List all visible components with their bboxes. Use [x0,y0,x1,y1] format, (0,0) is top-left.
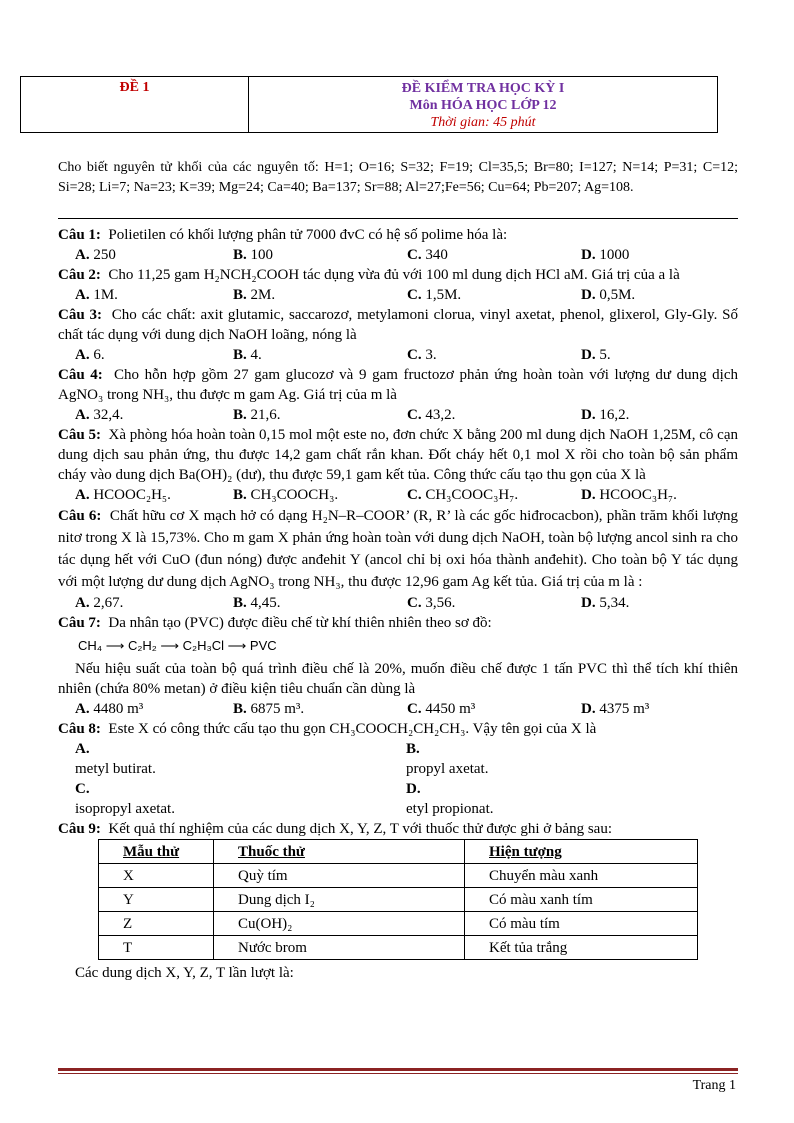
question-4-options: A. 32,4. B. 21,6. C. 43,2. D. 16,2. [75,407,630,423]
option-d: 5,34. [599,595,630,611]
option-b: 2M. [250,287,276,303]
option-a: 32,4. [93,407,124,423]
question-text: Este X có công thức cấu tạo thu gọn CH₃COOCH₂CH₂CH₃. Vậy tên gọi của X là [108,721,597,737]
question-4 [58,365,738,405]
question-3-options: A. 6. B. 4. C. 3. D. 5. [75,347,611,363]
option-c: 3. [425,347,437,363]
exam-subject: Môn HÓA HỌC LỚP 12 [409,98,557,113]
option-c: 3,56. [425,595,456,611]
option-d: 0,5M. [599,287,636,303]
option-d: 4375 m³ [599,701,650,717]
table-row: T Nước brom Kết tủa trắng [99,936,698,960]
option-b: 4,45. [250,595,281,611]
option-d: 1000 [599,247,630,263]
question-label: Câu 8: [58,721,101,737]
results-table [98,839,698,960]
option-c: 1,5M. [425,287,462,303]
option-d: 16,2. [599,407,630,423]
col-header: Hiện tượng [465,840,698,864]
question-8-options-row2: C. isopropyl axetat. D. etyl propionat. [58,779,738,819]
question-7 [58,613,738,633]
option-b: CH₃COOCH₃. [250,487,339,503]
question-text: Da nhân tạo (PVC) được điều chế từ khí thiên nhiên theo sơ đồ: [108,615,492,631]
question-2-options: A. 1M. B. 2M. C. 1,5M. D. 0,5M. [75,287,636,303]
question-6 [58,505,738,593]
divider [58,218,738,219]
option-d: HCOOC₃H₇. [599,487,677,503]
question-text: Cho các chất: axit glutamic, saccarozơ, metylamoni clorua, vinyl axetat, phenol, glixerol, Gly-Gly. Số chất tác dụng với dung dịch NaOH loãng, nóng là [58,307,739,343]
question-7-continued: Nếu hiệu suất của toàn bộ quá trình điều chế là 20%, muốn điều chế được 1 tấn PVC thì thể tích khí thiên nhiên (chứa 80% metan) ở điều kiện tiêu chuẩn cần dùng là [58,661,738,697]
option-b: 21,6. [250,407,281,423]
question-5 [58,425,738,485]
question-5-options: A. HCOOC₂H₅. B. CH₃COOCH₃. C. CH₃COOC₃H₇. D. HCOOC₃H₇. [75,487,677,503]
option-a: HCOOC₂H₅. [93,487,171,503]
option-a: 250 [93,247,116,263]
question-label: Câu 1: [58,227,101,243]
table-row: Z Cu(OH)₂ Có màu tím [99,912,698,936]
exam-title: ĐỀ KIỂM TRA HỌC KỲ I [401,81,565,96]
question-7-options: A. 4480 m³ B. 6875 m³. C. 4450 m³ D. 4375 m³ [75,701,650,717]
option-c: 4450 m³ [425,701,476,717]
table-header-row [99,840,698,864]
reaction-scheme: CH₄ ⟶ C₂H₂ ⟶ C₂H₃Cl ⟶ PVC [78,638,277,653]
option-b: propyl axetat. [406,761,489,777]
option-c: CH₃COOC₃H₇. [425,487,519,503]
table-row: Y Dung dịch I₂ Có màu xanh tím [99,888,698,912]
exam-title-block [249,77,717,132]
option-a: 4480 m³ [93,701,144,717]
option-a: 2,67. [93,595,124,611]
option-b: 6875 m³. [250,701,305,717]
question-6-options: A. 2,67. B. 4,45. C. 3,56. D. 5,34. [75,595,630,611]
question-text: Cho 11,25 gam H₂NCH₂COOH tác dụng vừa đủ với 100 ml dung dịch HCl aM. Giá trị của a là [108,267,680,283]
option-d: etyl propionat. [406,801,494,817]
exam-header-box [20,76,718,133]
col-header: Thuốc thử [214,840,465,864]
question-text: Cho hỗn hợp gồm 27 gam glucozơ và 9 gam fructozơ phản ứng hoàn toàn với lượng dư dung dịch AgNO₃ trong NH₃, thu được m gam Ag. Giá trị của m là [58,367,739,403]
option-c: 43,2. [425,407,456,423]
question-text: Polietilen có khối lượng phân tử 7000 đvC có hệ số polime hóa là: [108,227,508,243]
question-2 [58,265,738,285]
table-row: X Quỳ tím Chuyển màu xanh [99,864,698,888]
question-label: Câu 3: [58,307,103,323]
option-b: 4. [250,347,262,363]
question-label: Câu 5: [58,427,101,443]
option-c: 340 [425,247,448,263]
exam-duration: Thời gian: 45 phút [430,115,536,130]
footer-rule-thin [58,1073,738,1074]
question-label: Câu 7: [58,615,101,631]
question-text: Chất hữu cơ X mạch hở có dạng H₂N–R–COOR’ (R, R’ là các gốc hiđrocacbon), phần trăm khối lượng nitơ trong X là 15,73%. Cho m gam X phản ứng hoàn toàn với dung dịch NaOH, toàn bộ lượng ancol sinh ra cho tác dụng hết với CuO (đun nóng) được anđehit Y (ancol chỉ bị oxi hóa thành anđehit). Cho toàn bộ Y tác dụng với một lượng dư dung dịch AgNO₃ trong NH₃, thu được 12,96 gam Ag kết tủa. Giá trị của m là : [58,508,739,590]
atomic-mass-note: Cho biết nguyên tử khối của các nguyên tố: H=1; O=16; S=32; F=19; Cl=35,5; Br=80; I=127; N=14; P=31; C=12; Si=28; Li=7; Na=23; K=39; Mg=24; Ca=40; Ba=137; Sr=88; Al=27;Fe=56; Cu=64; Pb=207; Ag=108. [58,160,738,195]
question-label: Câu 2: [58,267,101,283]
question-1 [58,225,738,245]
footer-rule-thick [58,1068,738,1071]
option-c: isopropyl axetat. [75,801,175,817]
question-label: Câu 4: [58,367,103,383]
question-text: Kết quả thí nghiệm của các dung dịch X, Y, Z, T với thuốc thử được ghi ở bảng sau: [108,821,612,837]
option-a: 1M. [93,287,118,303]
question-9-followup: Các dung dịch X, Y, Z, T lần lượt là: [75,965,294,981]
option-a: 6. [93,347,105,363]
question-9 [58,819,738,839]
question-8-options-row1: A. metyl butirat. B. propyl axetat. [58,739,738,779]
option-a: metyl butirat. [75,761,156,777]
question-label: Câu 6: [58,508,102,524]
question-text: Xà phòng hóa hoàn toàn 0,15 mol một este no, đơn chức X bằng 200 ml dung dịch NaOH 1,25M, cô cạn dung dịch sau phản ứng, thu được 14,2 gam chất rắn khan. Đốt cháy hết 0,1 mol X rồi cho toàn bộ sản phẩm cháy vào dung dịch Ba(OH)₂ (dư), thu được 59,1 gam kết tủa. Công thức cấu tạo thu gọn của X là [58,427,738,483]
col-header: Mẫu thử [99,840,214,864]
questions [58,225,738,983]
page-number: Trang 1 [692,1078,736,1093]
question-1-options: A. 250 B. 100 C. 340 D. 1000 [75,247,630,263]
question-8 [58,719,738,739]
option-b: 100 [250,247,274,263]
question-3 [58,305,738,345]
exam-code: ĐỀ 1 [21,77,249,132]
question-label: Câu 9: [58,821,101,837]
option-d: 5. [599,347,611,363]
